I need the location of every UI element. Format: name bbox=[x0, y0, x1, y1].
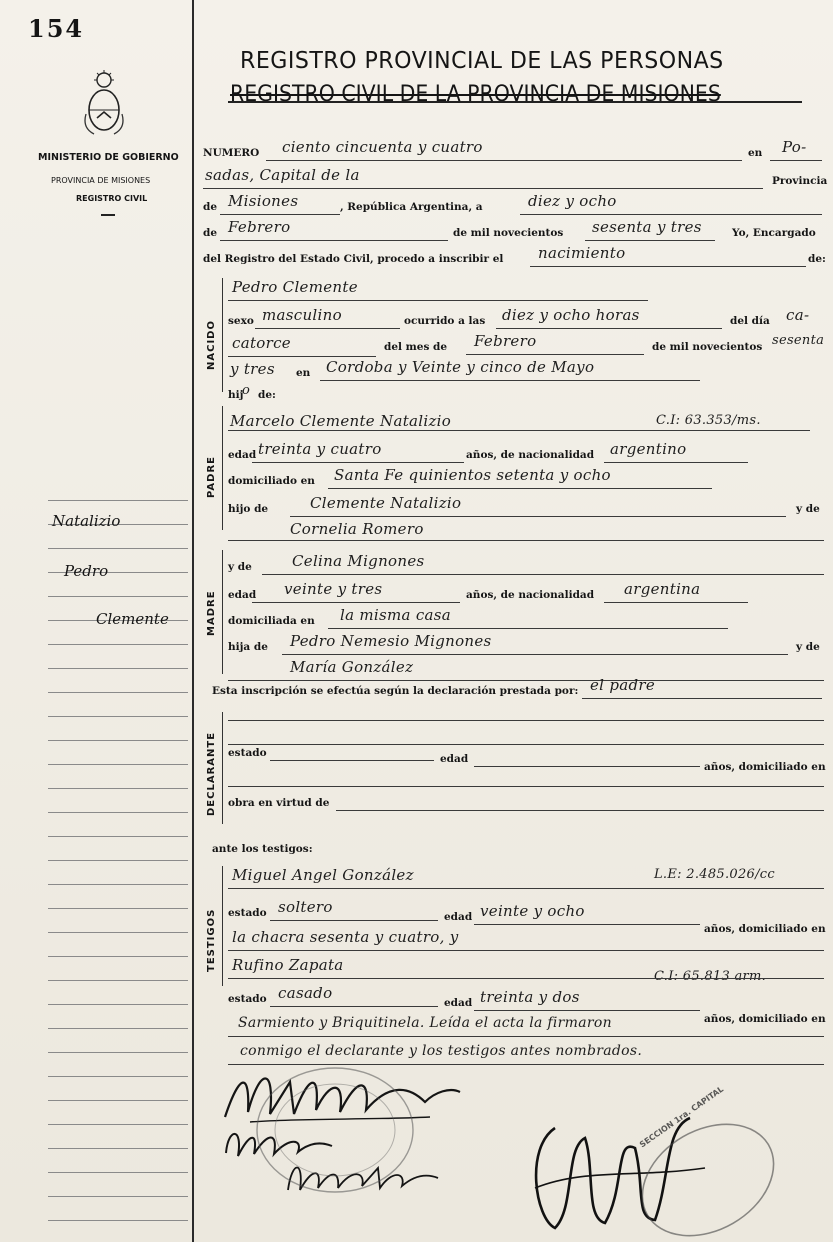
value-nacido-name: Pedro Clemente bbox=[232, 278, 358, 296]
label-testigo2-estado: estado bbox=[228, 993, 267, 1005]
section-testigos: TESTIGOS bbox=[206, 908, 217, 972]
value-closing: conmigo el declarante y los testigos antes nombrados. bbox=[240, 1043, 643, 1059]
label-hijo-a: hij bbox=[228, 389, 244, 401]
section-declarante: DECLARANTE bbox=[206, 731, 217, 816]
ministry-province: PROVINCIA DE MISIONES bbox=[51, 176, 151, 185]
stamp-text: SECCION 1ra. CAPITAL bbox=[638, 1084, 726, 1150]
value-acto: nacimiento bbox=[538, 244, 626, 262]
value-dia: ca- bbox=[786, 306, 810, 324]
header-title: REGISTRO PROVINCIAL DE LAS PERSONAS bbox=[240, 48, 724, 74]
value-testigo2-doc: C.I: 65.813 arm. bbox=[654, 969, 767, 984]
value-hijo-o: o bbox=[242, 383, 251, 398]
label-declarante-edad: edad bbox=[440, 753, 469, 765]
value-madre-nac: argentina bbox=[624, 580, 701, 598]
ministry-dash bbox=[101, 214, 115, 216]
label-mil-nov: de mil novecientos bbox=[453, 227, 564, 239]
label-en: en bbox=[748, 147, 763, 159]
margin-separator bbox=[192, 0, 194, 1242]
value-padre-madre: Cornelia Romero bbox=[290, 520, 424, 538]
value-sexo: masculino bbox=[262, 306, 342, 324]
label-madre-domicilio: domiciliada en bbox=[228, 615, 315, 627]
value-madre-domicilio: la misma casa bbox=[340, 606, 452, 624]
value-padre-name: Marcelo Clemente Natalizio bbox=[230, 412, 452, 430]
value-domicilio-nac: Cordoba y Veinte y cinco de Mayo bbox=[326, 358, 595, 376]
label-de-mil-nov: de mil novecientos bbox=[652, 341, 763, 353]
label-y-de: y de bbox=[796, 503, 820, 515]
label-del-mes: del mes de bbox=[384, 341, 448, 353]
label-testigo1-edad: edad bbox=[444, 911, 473, 923]
label-testigo1-estado: estado bbox=[228, 907, 267, 919]
label-del-dia: del día bbox=[730, 315, 770, 327]
label-declarante-dom: años, domiciliado en bbox=[704, 761, 826, 773]
value-mes: Febrero bbox=[474, 332, 537, 350]
section-madre: MADRE bbox=[206, 590, 217, 636]
header-strike-rule bbox=[228, 101, 802, 103]
label-en2: en bbox=[296, 367, 311, 379]
label-de2: de bbox=[203, 227, 218, 239]
label-ante-testigos: ante los testigos: bbox=[212, 843, 313, 855]
ministry-name: MINISTERIO DE GOBIERNO bbox=[38, 152, 179, 163]
ministry-registry: REGISTRO CIVIL bbox=[76, 194, 148, 203]
value-padre-ci: C.I: 63.353/ms. bbox=[656, 413, 761, 428]
value-testigo1-estado: soltero bbox=[278, 898, 333, 916]
label-numero: NUMERO bbox=[203, 147, 260, 159]
label-de: de bbox=[203, 201, 218, 213]
value-padre-hijo-de: Clemente Natalizio bbox=[310, 494, 462, 512]
value-place: sadas, Capital de la bbox=[205, 166, 360, 184]
value-testigo1-edad: veinte y ocho bbox=[480, 902, 585, 920]
label-madre-nac: años, de nacionalidad bbox=[466, 589, 595, 601]
label-madre-edad: edad bbox=[228, 589, 257, 601]
value-anio2: y tres bbox=[230, 360, 275, 378]
value-testigo2-edad: treinta y dos bbox=[480, 988, 580, 1006]
margin-note-surname: Natalizio bbox=[52, 512, 121, 530]
label-padre-edad: edad bbox=[228, 449, 257, 461]
label-padre-nac: años, de nacionalidad bbox=[466, 449, 595, 461]
label-provincia: Provincia bbox=[772, 175, 828, 187]
label-padre-hijo-de: hijo de bbox=[228, 503, 269, 515]
value-madre-hija-de: Pedro Nemesio Mignones bbox=[290, 632, 492, 650]
label-sexo: sexo bbox=[228, 315, 254, 327]
value-padre-edad: treinta y cuatro bbox=[258, 440, 382, 458]
label-de-colon: de: bbox=[808, 253, 826, 265]
label-inscripcion: Esta inscripción se efectúa según la declaración prestada por: bbox=[212, 685, 579, 697]
section-padre: PADRE bbox=[206, 456, 217, 498]
label-republica: , República Argentina, a bbox=[340, 201, 483, 213]
label-hijo-de: de: bbox=[258, 389, 276, 401]
value-declaracion: el padre bbox=[590, 676, 656, 694]
document-number: 154 bbox=[28, 14, 85, 43]
value-numero: ciento cincuenta y cuatro bbox=[282, 138, 483, 156]
coat-of-arms-icon bbox=[82, 70, 126, 140]
value-en-place: Po- bbox=[782, 138, 807, 156]
label-madre-y-de: y de bbox=[228, 561, 252, 573]
value-provincia: Misiones bbox=[228, 192, 299, 210]
value-testigo2-name: Rufino Zapata bbox=[232, 956, 344, 974]
value-testigo1-name: Miguel Angel González bbox=[232, 866, 414, 884]
value-madre-name: Celina Mignones bbox=[292, 552, 425, 570]
label-madre-hija-de: hija de bbox=[228, 641, 268, 653]
margin-note-first-name: Pedro bbox=[64, 562, 109, 580]
value-padre-domicilio: Santa Fe quinientos setenta y ocho bbox=[334, 466, 611, 484]
value-month: Febrero bbox=[228, 218, 291, 236]
label-testigo1-dom: años, domiciliado en bbox=[704, 923, 826, 935]
value-dia-cont: catorce bbox=[232, 334, 291, 352]
value-day: diez y ocho bbox=[528, 192, 617, 210]
value-testigo2-estado: casado bbox=[278, 984, 333, 1002]
value-testigo1-dom: la chacra sesenta y cuatro, y bbox=[232, 928, 459, 946]
label-padre-domicilio: domiciliado en bbox=[228, 475, 315, 487]
label-declarante-estado: estado bbox=[228, 747, 267, 759]
value-padre-nac: argentino bbox=[610, 440, 687, 458]
header-subtitle-struck: REGISTRO CIVIL DE LA PROVINCIA DE MISIONES bbox=[230, 82, 721, 107]
section-nacido: NACIDO bbox=[206, 320, 217, 370]
value-madre-edad: veinte y tres bbox=[284, 580, 383, 598]
label-yo-encargado: Yo, Encargado bbox=[732, 227, 816, 239]
margin-note-middle-name: Clemente bbox=[96, 610, 169, 628]
value-testigo2-dom: Sarmiento y Briquitinela. Leída el acta la firmaron bbox=[238, 1015, 612, 1031]
stamp-oval-right bbox=[628, 1110, 788, 1240]
label-registro: del Registro del Estado Civil, procedo a inscribir el bbox=[203, 253, 504, 265]
label-testigo2-edad: edad bbox=[444, 997, 473, 1009]
value-year: sesenta y tres bbox=[592, 218, 702, 236]
official-stamp bbox=[250, 1060, 420, 1200]
label-madre-y-de-tail: y de bbox=[796, 641, 820, 653]
value-madre-madre: María González bbox=[290, 658, 414, 676]
label-testigo2-dom: años, domiciliado en bbox=[704, 1013, 826, 1025]
label-obra: obra en virtud de bbox=[228, 797, 330, 809]
label-ocurrido: ocurrido a las bbox=[404, 315, 486, 327]
value-anio1: sesenta bbox=[772, 333, 825, 348]
value-testigo1-doc: L.E: 2.485.026/cc bbox=[654, 867, 775, 882]
value-hora: diez y ocho horas bbox=[502, 306, 640, 324]
